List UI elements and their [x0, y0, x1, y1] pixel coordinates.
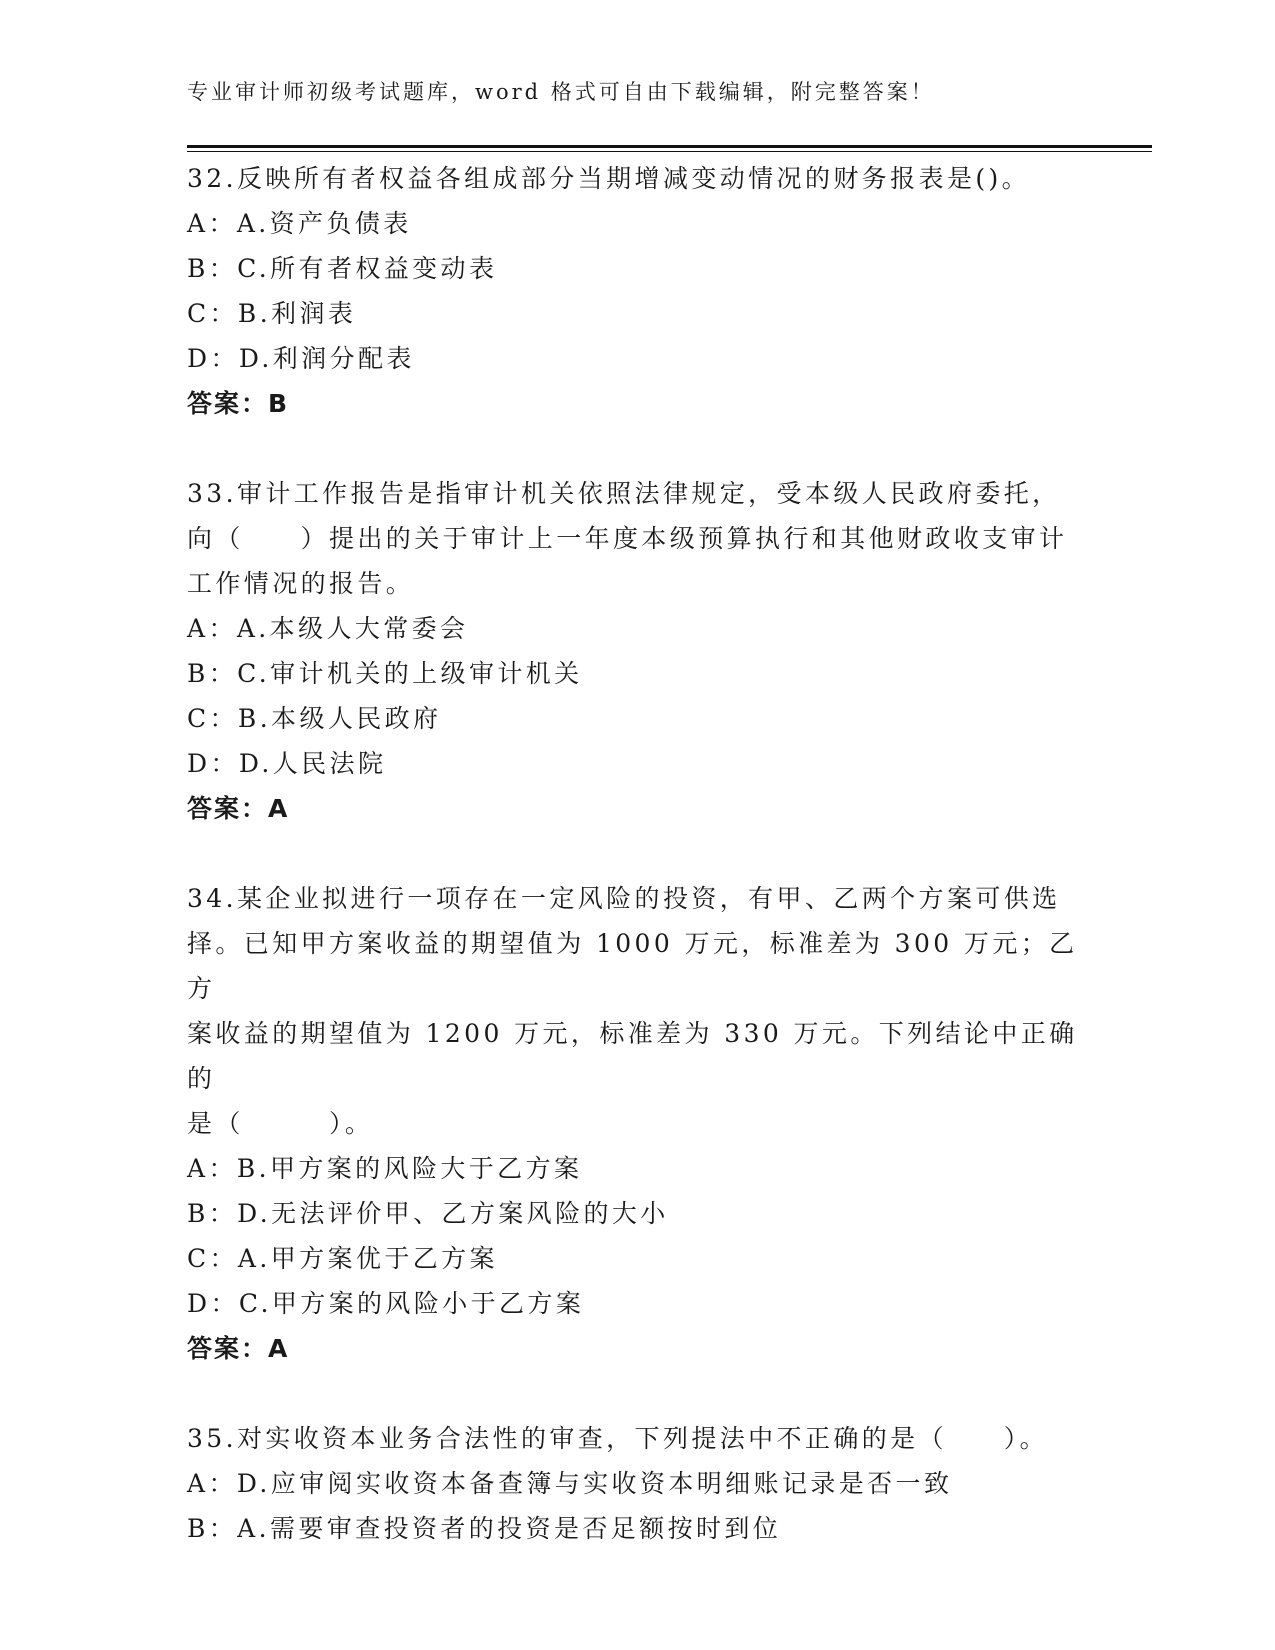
- answer-option: A：A.本级人大常委会: [187, 614, 469, 643]
- answer-option: D：C.甲方案的风险小于乙方案: [187, 1289, 585, 1318]
- answer-key: 答案：B: [187, 389, 290, 418]
- question-text: 32.反映所有者权益各组成部分当期增减变动情况的财务报表是()。: [187, 164, 1031, 193]
- header-rule-thin: [187, 151, 1152, 152]
- answer-option: A：A.资产负债表: [187, 209, 412, 238]
- header-rule-thick: [187, 145, 1152, 148]
- question-text: 35.对实收资本业务合法性的审查，下列提法中不正确的是（ ）。: [187, 1424, 1049, 1453]
- question-text: 向（ ）提出的关于审计上一年度本级预算执行和其他财政收支审计: [187, 524, 1068, 553]
- question-text: 是（ ）。: [187, 1109, 374, 1138]
- question-block: [187, 876, 1087, 1371]
- answer-option: D：D.人民法院: [187, 749, 387, 778]
- answer-option: D：D.利润分配表: [187, 344, 415, 373]
- question-list: [187, 156, 1087, 1596]
- answer-option: C：B.利润表: [187, 299, 357, 328]
- answer-option: B：D.无法评价甲、乙方案风险的大小: [187, 1199, 669, 1228]
- document-header: 专业审计师初级考试题库，word 格式可自由下载编辑，附完整答案！: [187, 80, 935, 104]
- answer-option: B：A.需要审查投资者的投资是否足额按时到位: [187, 1514, 782, 1543]
- answer-option: B：C.所有者权益变动表: [187, 254, 498, 283]
- answer-key: 答案：A: [187, 794, 290, 823]
- question-block: [187, 471, 1087, 831]
- question-text: 33.审计工作报告是指审计机关依照法律规定，受本级人民政府委托，: [187, 479, 1061, 508]
- question-text: 34.某企业拟进行一项存在一定风险的投资，有甲、乙两个方案可供选: [187, 884, 1061, 913]
- answer-key: 答案：A: [187, 1334, 290, 1363]
- question-block: [187, 156, 1087, 426]
- answer-option: C：B.本级人民政府: [187, 704, 442, 733]
- answer-option: A：B.甲方案的风险大于乙方案: [187, 1154, 583, 1183]
- question-text: 择。已知甲方案收益的期望值为 1000 万元，标准差为 300 万元；乙方: [187, 929, 1078, 1003]
- answer-option: C：A.甲方案优于乙方案: [187, 1244, 498, 1273]
- question-block: [187, 1416, 1087, 1551]
- answer-option: A：D.应审阅实收资本备查簿与实收资本明细账记录是否一致: [187, 1469, 953, 1498]
- answer-option: B：C.审计机关的上级审计机关: [187, 659, 583, 688]
- question-text: 工作情况的报告。: [187, 569, 415, 598]
- question-text: 案收益的期望值为 1200 万元，标准差为 330 万元。下列结论中正确的: [187, 1019, 1078, 1093]
